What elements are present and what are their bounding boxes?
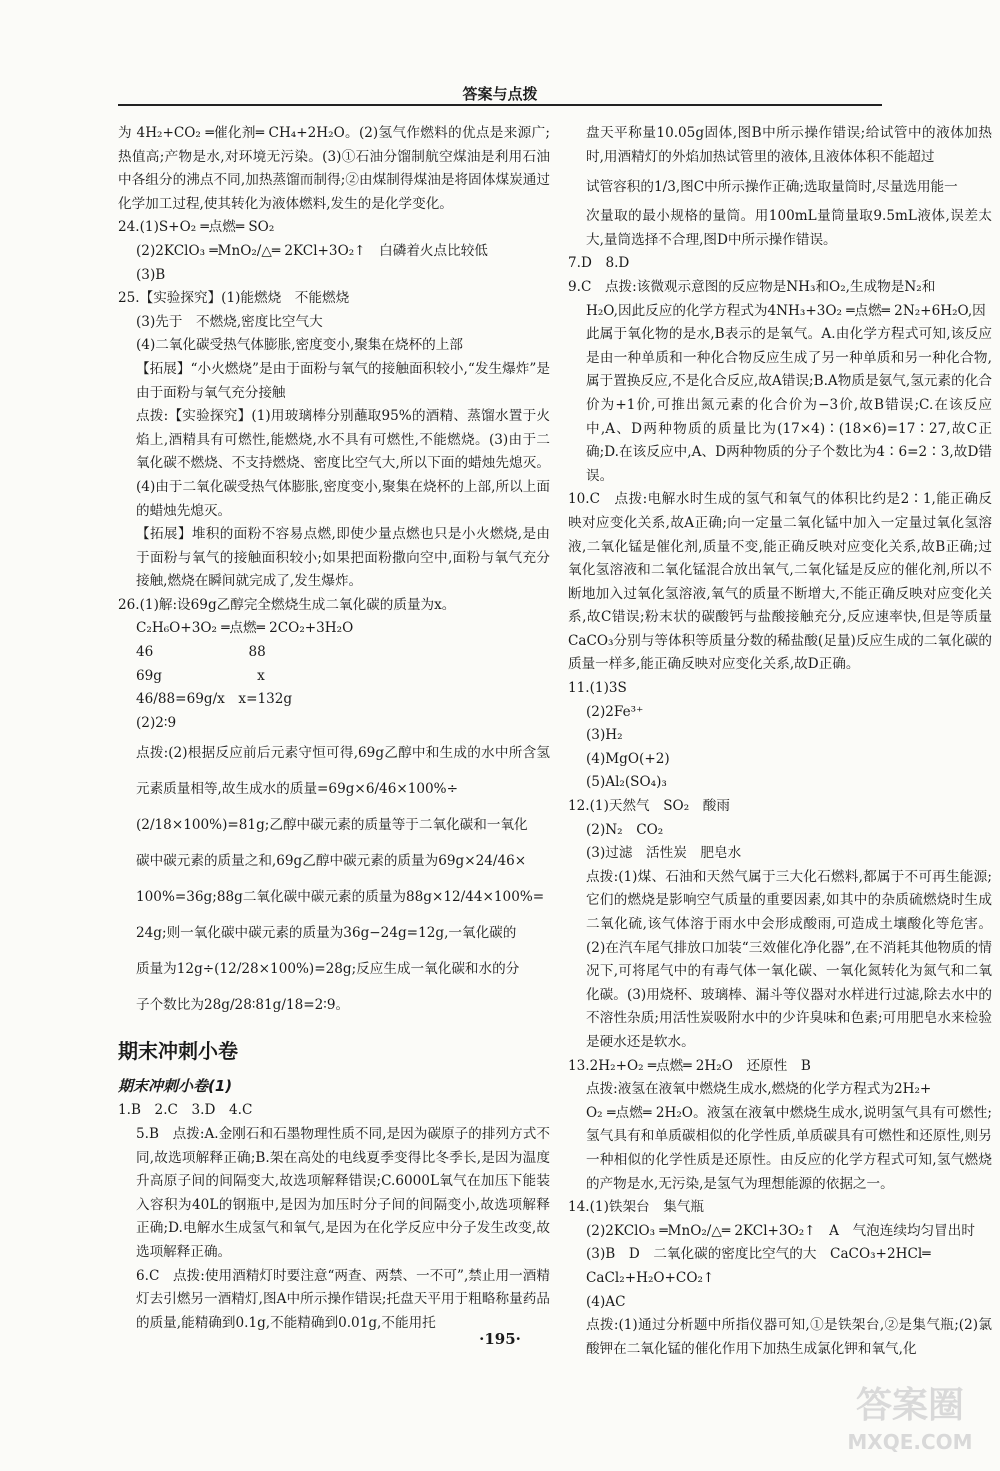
hint-paragraph: 点拨:(1)煤、石油和天然气属于三大化石燃料,都属于不可再生能源;它们的燃烧是影响空气质量的重要因素,如其中的杂质硫燃烧时生成二氧化硫,该气体溶于雨水中会形成酸雨,可造成土壤酸化等危害。(2)在汽车尾气排放口加装“三效催化净化器”,在不消耗其他物质的情况下,可将尾气中的有毒气体一氧化碳、一氧化氮转化为氮气和二氧化碳。(3)用烧杯、玻璃棒、漏斗等仪器对水样进行过滤,除去水中的不溶性杂质;用活性炭吸附水中的少许臭味和色素;可用肥皂水来检验是硬水还是软水。 [586,868,992,1050]
answer-line: (4)AC [586,1293,626,1310]
answer-5: 5.B 点拨:A.金刚石和石墨物理性质不同,是因为碳原子的排列方式不同,故选项解释正确;B.架在高处的电线夏季变得比冬季长,是因为温度升高原子间的间隔变大,故选项解释错误;C.6000L氧气在加压下能装入容积为40L的钢瓶中,是因为加压时分子间的间隔变小,故选项解释正确;D.电解水生成氢气和氧气,是因为在化学反应中分子发生改变,故选项解释正确。 [136,1126,550,1260]
hint-line: 点拨:(2)根据反应前后元素守恒可得,69g乙醇中和生成的水中所含氢元素质量相等,故生成水的质量=69g×6/46×100%÷ [136,745,550,798]
answer-9: 9.C 点拨:该微观示意图的反应物是NH₃和O₂,生成物是N₂和 [568,278,936,295]
answer-14: 14.(1)铁架台 集气瓶 [568,1199,705,1216]
equation-line: 46 88 [136,644,266,661]
answer-line: (2)2Fe³⁺ [586,703,644,720]
paragraph: 盘天平称量10.05g固体,图B中所示操作错误;给试管中的液体加热时,用酒精灯的外焰加热试管里的液体,且液体体积不能超过 [586,125,992,165]
equation-line: 46/88=69g/x x=132g [136,691,293,708]
paragraph: 次量取的最小规格的量筒。用100mL量筒量取9.5mL液体,误差太大,量筒选择不合理,图D中所示操作错误。 [586,208,992,248]
hint-line: 质量为12g÷(12/28×100%)=28g;反应生成一氧化碳和水的分 [136,961,520,978]
answer-line: (2)2∶9 [136,714,177,731]
watermark-text-bottom: MXQE.COM [847,1430,973,1454]
answer-line: (2)2KClO₃ ═MnO₂/△═ 2KCl+3O₂↑ 白磷着火点比较低 [136,242,488,259]
answer-11: 11.(1)3S [568,680,627,697]
paragraph: 【拓展】堆积的面粉不容易点燃,即使少量点燃也只是小火燃烧,是由于面粉与氧气的接触面积较小;如果把面粉撒向空中,面粉与氧气充分接触,燃烧在瞬间就完成了,发生爆炸。 [136,526,550,590]
answer-line: 1.B 2.C 3.D 4.C [118,1102,253,1119]
answer-7-8: 7.D 8.D [568,255,630,272]
answer-line: (4)二氧化碳受热气体膨胀,密度变小,聚集在烧杯的上部 [136,337,463,354]
hint-line: 子个数比为28g/28∶81g/18=2∶9。 [136,997,350,1014]
page-number: ·195· [479,1330,521,1348]
answer-line: (2)2KClO₃ ═MnO₂/△═ 2KCl+3O₂↑ A 气泡连续均匀冒出时 [586,1222,975,1239]
answer-line: (3)H₂ [586,727,623,744]
page-header-title: 答案与点拨 [462,85,538,103]
hint-line: 碳中碳元素的质量之和,69g乙醇中碳元素的质量为69g×24/46× [136,853,527,870]
hint-paragraph: 点拨:(1)通过分析题中所指仪器可知,①是铁架台,②是集气瓶;(2)氯酸钾在二氧化锰的催化作用下加热生成氯化钾和氧气,化 [586,1317,992,1357]
paragraph: 此属于氧化物的是水,B表示的是氧气。A.由化学方程式可知,该反应是由一种单质和一种化合物反应生成了另一种单质和另一种化合物,属于置换反应,不是化合反应,故A错误;B.A物质是氨气,氢元素的化合价为+1价,可推出氮元素的化合价为−3价,故B错误;C.在该反应中,A、D两种物质的质量比为(17×4)∶(18×6)=17∶27,故C正确;D.在该反应中,A、D两种物质的分子个数比为4∶6=2∶3,故D错误。 [586,326,992,484]
answer-10: 10.C 点拨:电解水时生成的氢气和氧气的体积比约是2∶1,能正确反映对应变化关系,故A正确;向一定量二氧化锰中加入一定量过氧化氢溶液,二氧化锰是催化剂,质量不变,能正确反映对应变化关系,故B正确;过氧化氢溶液和二氧化锰混合放出氧气,二氧化锰是反应的催化剂,所以不断地加入过氧化氢溶液,氧气的质量不断增大,不能正确反映对应变化关系,故C错误;粉末状的碳酸钙与盐酸接触充分,反应速率快,但是等质量CaCO₃分别与等体积等质量分数的稀盐酸(足量)反应生成的二氧化碳的质量一样多,能正确反映对应变化关系,故D正确。 [568,491,992,673]
answer-line: CaCl₂+H₂O+CO₂↑ [586,1269,715,1286]
section-title: 期末冲刺小卷 [118,1039,238,1064]
answer-line: 【拓展】“小火燃烧”是由于面粉与氧气的接触面积较小,“发生爆炸”是由于面粉与氧气充分接触 [136,360,550,401]
answer-26: 26.(1)解:设69g乙醇完全燃烧生成二氧化碳的质量为x。 [118,596,456,613]
hint-line: 点拨:液氢在液氧中燃烧生成水,燃烧的化学方程式为2H₂+ [586,1081,932,1098]
equation: C₂H₆O+3O₂ ═点燃═ 2CO₂+3H₂O [136,620,354,637]
answer-13: 13.2H₂+O₂ ═点燃═ 2H₂O 还原性 B [568,1057,811,1074]
answer-line: (3)过滤 活性炭 肥皂水 [586,845,742,862]
equation-line: 69g x [136,667,265,684]
answer-line: (4)MgO(+2) [586,750,670,767]
answer-12: 12.(1)天然气 SO₂ 酸雨 [568,798,730,815]
paragraph: O₂ ═点燃═ 2H₂O。液氢在液氧中燃烧生成水,说明氢气具有可燃性;氢气具有和单质碳相似的化学性质,单质碳具有可燃性和还原性,则另一种相似的化学性质是还原性。由反应的化学方程式可知,氢气燃烧的产物是水,无污染,是氢气为理想能源的依据之一。 [586,1104,992,1192]
watermark-text-top: 答案圈 [855,1385,965,1426]
hint-paragraph: 点拨:【实验探究】(1)用玻璃棒分别蘸取95%的酒精、蒸馏水置于火焰上,酒精具有可燃性,能燃烧,水不具有可燃性,不能燃烧。(3)由于二氧化碳不燃烧、不支持燃烧、密度比空气大,所以下面的蜡烛先熄灭。(4)由于二氧化碳受热气体膨胀,密度变小,聚集在烧杯的上部,所以上面的蜡烛先熄灭。 [136,408,550,519]
paragraph: 试管容积的1/3,图C中所示操作正确;选取量筒时,尽量选用能一 [586,179,958,196]
hint-line: (2/18×100%)=81g;乙醇中碳元素的质量等于二氧化碳和一氧化 [136,817,528,834]
answer-6: 6.C 点拨:使用酒精灯时要注意“两查、两禁、一不可”,禁止用一酒精灯去引燃另一酒精灯,图A中所示操作错误;托盘天平用于粗略称量药品的质量,能精确到0.1g,不能精确到0.01g,不能用托 [136,1267,550,1331]
answer-24: 24.(1)S+O₂ ═点燃═ SO₂ [118,219,275,236]
right-column [568,122,992,1361]
watermark-logo [830,1369,990,1459]
paragraph: 为 4H₂+CO₂ ═催化剂═ CH₄+2H₂O。(2)氢气作燃料的优点是来源广;热值高;产物是水,对环境无污染。(3)①石油分馏制航空煤油是利用石油中各组分的沸点不同,加热蒸馏而制得;②由煤制得煤油是将固体煤炭通过化学加工过程,使其转化为液体燃料,发生的是化学变化。 [118,125,550,212]
answer-line: (3)B D 二氧化碳的密度比空气的大 CaCO₃+2HCl═ [586,1246,931,1263]
hint-line: 24g;则一氧化碳中碳元素的质量为36g−24g=12g,一氧化碳的 [136,925,517,942]
hint-line: 100%=36g;88g二氧化碳中碳元素的质量为88g×12/44×100%= [136,889,545,906]
answer-line: (5)Al₂(SO₄)₃ [586,774,667,791]
answer-line: (3)B [136,266,166,283]
header-rule [118,104,882,106]
answer-line: (3)先于 不燃烧,密度比空气大 [136,313,323,330]
paragraph: H₂O,因此反应的化学方程式为4NH₃+3O₂ ═点燃═ 2N₂+6H₂O,因 [586,302,986,319]
left-column [118,122,550,1335]
answer-line: (2)N₂ CO₂ [586,821,664,838]
subsection-title: 期末冲刺小卷(1) [118,1077,233,1096]
answer-25: 25.【实验探究】(1)能燃烧 不能燃烧 [118,290,350,307]
